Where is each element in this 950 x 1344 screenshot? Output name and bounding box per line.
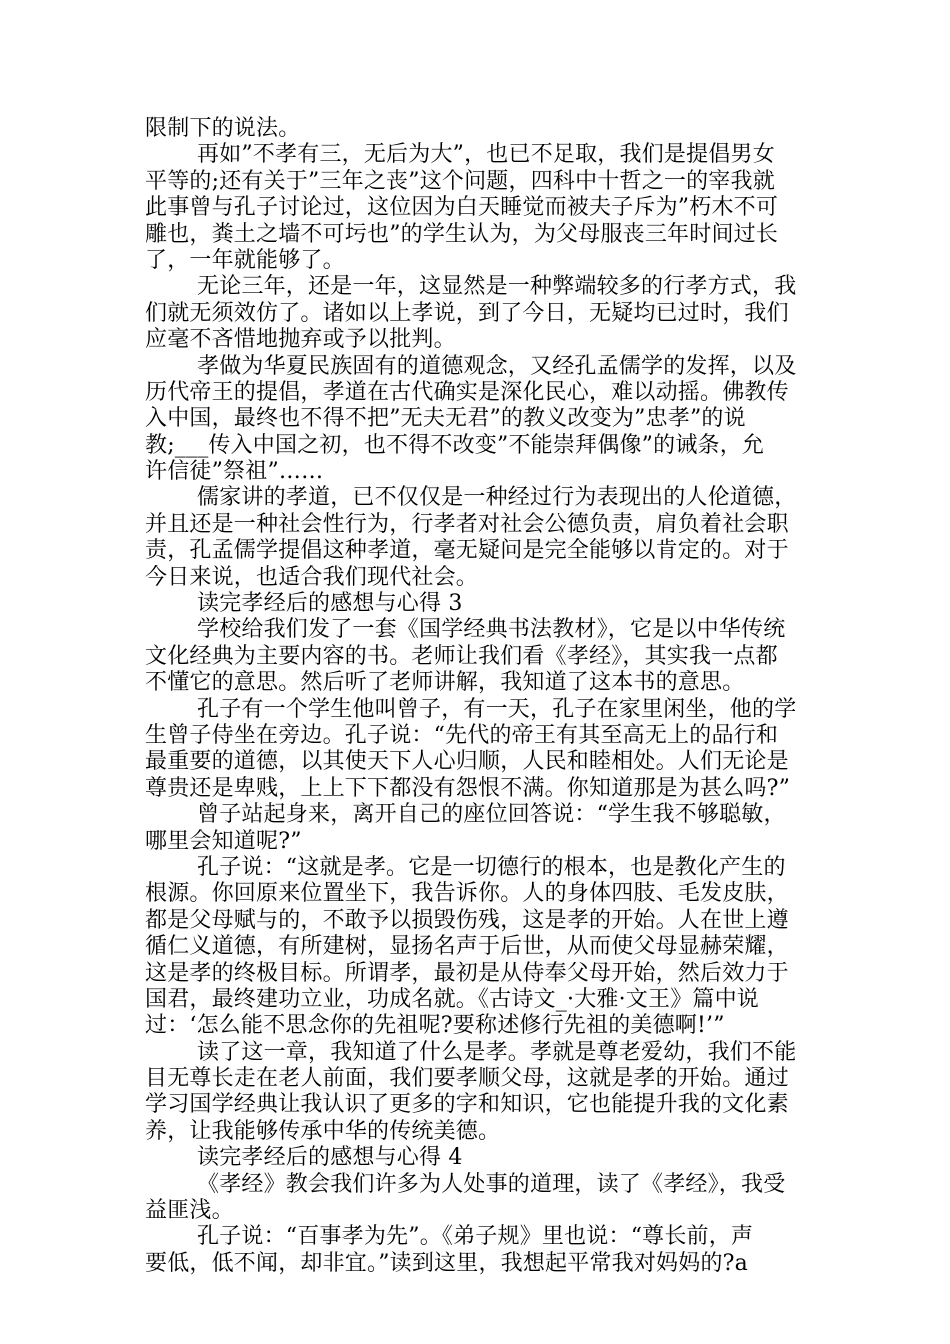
text-line: 养，让我能够传承中华的传统美德。 (145, 1118, 501, 1144)
text-line: 此事曾与孔子讨论过，这位因为白天睡觉而被夫子斥为”朽木不可 (145, 195, 779, 221)
text-line: 读完孝经后的感想与心得 3 (197, 591, 463, 617)
text-line: 雕也，粪土之墙不可圬也”的学生认为，为父母服丧三年时间过长 (145, 221, 779, 247)
text-line: 益匪浅。 (145, 1198, 234, 1224)
text-line: 根源。你回原来位置坐下，我告诉你。人的身体四肢、毛发皮肤， (145, 881, 789, 907)
text-line: 历代帝王的提倡，孝道在古代确实是深化民心，难以动摇。佛教传 (145, 379, 789, 405)
text-line: 孝做为华夏民族固有的道德观念，又经孔孟儒学的发挥，以及 (197, 353, 797, 379)
text-line: 了，一年就能够了。 (145, 247, 345, 273)
text-line: 读了这一章，我知道了什么是孝。孝就是尊老爱幼，我们不能 (197, 1039, 797, 1065)
text-line: 应毫不吝惜地抛弃或予以批判。 (145, 327, 456, 353)
text-line: 今日来说，也适合我们现代社会。 (145, 564, 479, 590)
text-line: 最重要的道德，以其使天下人心归顺，人民和睦相处。人们无论是 (145, 749, 789, 775)
text-line: 限制下的说法。 (145, 116, 301, 141)
text-line: 教;___传入中国之初，也不得不改变”不能崇拜偶像”的诫条，允 (145, 432, 765, 458)
text-line: 再如”不孝有三，无后为大”，也已不足取，我们是提倡男女 (197, 142, 775, 168)
document-page (145, 116, 810, 1277)
text-line: 文化经典为主要内容的书。老师让我们看《孝经》，其实我一点都 (145, 643, 778, 669)
text-line: 们就无须效仿了。诸如以上孝说，到了今日，无疑均已过时，我们 (145, 300, 789, 326)
text-line: 孔子说：“这就是孝。它是一切德行的根本，也是教化产生的 (197, 854, 786, 880)
text-line: 循仁义道德，有所建树，显扬名声于后世，从而使父母显赫荣耀， (145, 934, 789, 960)
text-line: 哪里会知道呢?” (145, 828, 302, 854)
text-line: 都是父母赋与的，不敢予以损毁伤残，这是孝的开始。人在世上遵 (145, 907, 789, 933)
text-line: 目无尊长走在老人前面，我们要孝顺父母，这就是孝的开始。通过 (145, 1066, 789, 1092)
text-line: 责，孔孟儒学提倡这种孝道，毫无疑问是完全能够以肯定的。对于 (145, 538, 789, 564)
text-line: 学校给我们发了一套《国学经典书法教材》，它是以中华传统 (197, 617, 786, 643)
text-line: 入中国，最终也不得不把”无夫无君”的教义改变为”忠孝”的说 (145, 406, 746, 432)
text-line: 无论三年，还是一年，这显然是一种弊端较多的行孝方式，我 (197, 274, 797, 300)
text-line: 不懂它的意思。然后听了老师讲解，我知道了这本书的意思。 (145, 670, 745, 696)
text-line: 平等的;还有关于”三年之丧”这个问题，四科中十哲之一的宰我就 (145, 168, 775, 194)
text-line: 许信徒”祭祖”…… (145, 459, 324, 485)
text-line: 并且还是一种社会性行为，行孝者对社会公德负责，肩负着社会职 (145, 511, 789, 537)
text-line: 要低，低不闻，却非宜。”读到这里，我想起平常我对妈妈的?a (145, 1250, 748, 1276)
text-line: 《孝经》教会我们许多为人处事的道理，读了《孝经》，我受 (197, 1171, 786, 1197)
text-line: 曾子站起身来，离开自己的座位回答说：“学生我不够聪敏， (197, 802, 786, 828)
text-line: 儒家讲的孝道，已不仅仅是一种经过行为表现出的人伦道德， (197, 485, 797, 511)
text-line: 学习国学经典让我认识了更多的字和知识，它也能提升我的文化素 (145, 1092, 789, 1118)
text-line: 尊贵还是卑贱，上上下下都没有怨恨不满。你知道那是为甚么吗?” (145, 775, 791, 801)
text-line: 读完孝经后的感想与心得 4 (197, 1145, 463, 1171)
text-line: 孔子有一个学生他叫曾子，有一天，孔子在家里闲坐，他的学 (197, 696, 797, 722)
text-line: 国君，最终建功立业，功成名就。《古诗文_·大雅·文王》篇中说 (145, 986, 759, 1012)
text-line: 孔子说：“百事孝为先”。《弟子规》里也说：“尊长前，声 (197, 1224, 754, 1250)
text-line: 过：‘怎么能不思念你的先祖呢?要称述修行先祖的美德啊!’” (145, 1013, 725, 1039)
text-line: 这是孝的终极目标。所谓孝，最初是从侍奉父母开始，然后效力于 (145, 960, 789, 986)
text-line: 生曾子侍坐在旁边。孔子说：“先代的帝王有其至高无上的品行和 (145, 722, 779, 748)
